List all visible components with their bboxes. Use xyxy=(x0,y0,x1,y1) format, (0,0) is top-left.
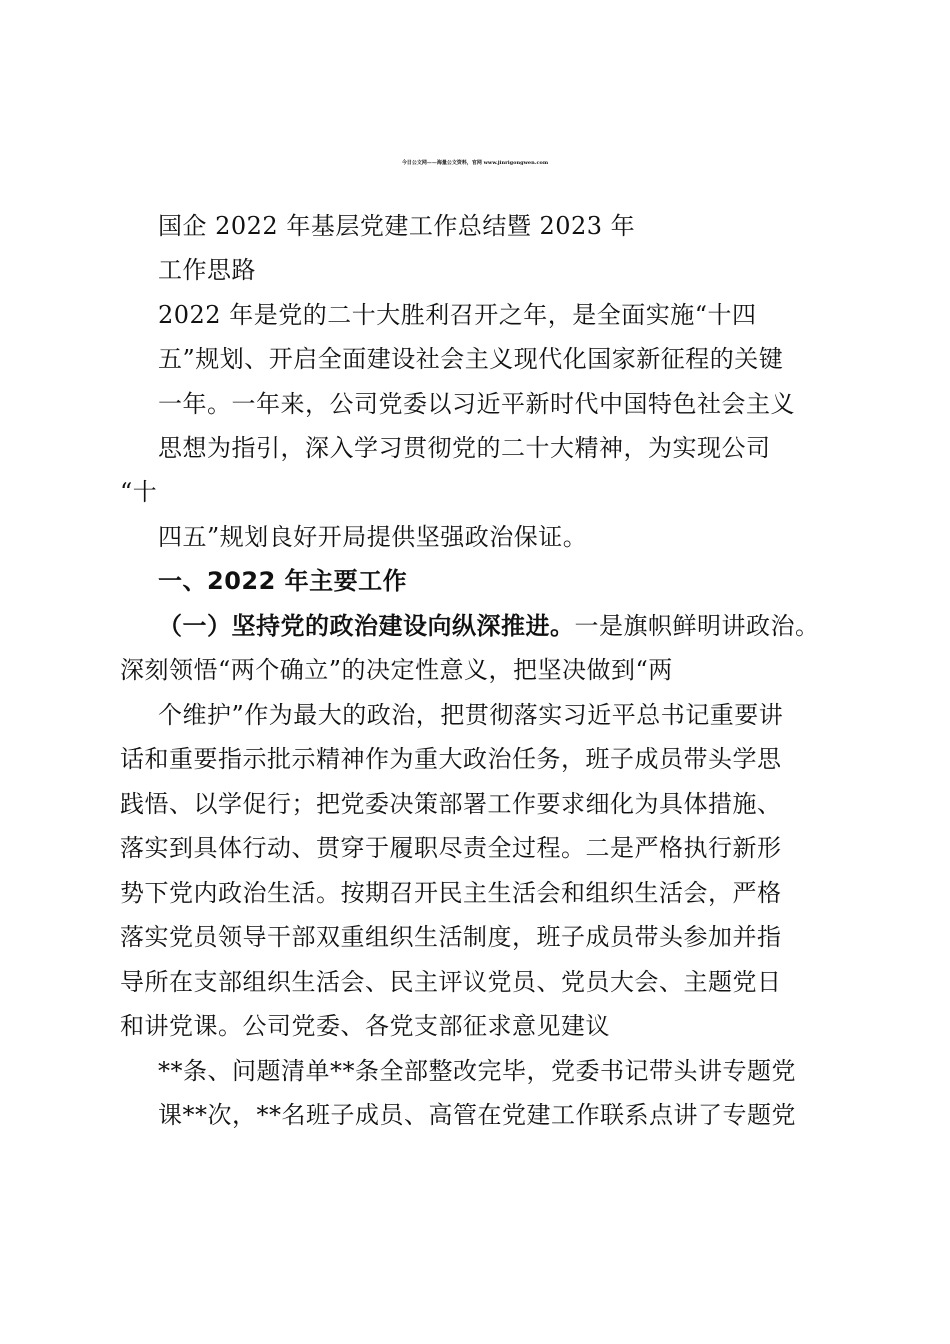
intro-line-1: 2022 年是党的二十大胜利召开之年，是全面实施“十四 xyxy=(158,301,757,329)
body-line-7: 落实党员领导干部双重组织生活制度，班子成员带头参加并指 xyxy=(120,923,782,951)
subsection-line xyxy=(158,608,820,644)
intro-line-6: 四五”规划良好开局提供坚强政治保证。 xyxy=(158,523,588,551)
body-line-1: 深刻领悟“两个确立”的决定性意义，把坚决做到“两 xyxy=(120,656,673,684)
body-line-3: 话和重要指示批示精神作为重大政治任务，班子成员带头学思 xyxy=(120,745,782,773)
intro-line-3: 一年。一年来，公司党委以习近平新时代中国特色社会主义 xyxy=(158,390,795,418)
document-title-line-1: 国企 2022 年基层党建工作总结暨 2023 年 xyxy=(158,212,636,240)
body-line-4: 践悟、以学促行；把党委决策部署工作要求细化为具体措施、 xyxy=(120,790,782,818)
body-line-5: 落实到具体行动、贯穿于履职尽责全过程。二是严格执行新形 xyxy=(120,834,782,862)
section-heading: 一、2022 年主要工作 xyxy=(158,567,408,595)
body-line-11: 课**次，**名班子成员、高管在党建工作联系点讲了专题党 xyxy=(158,1101,796,1129)
body-line-8: 导所在支部组织生活会、民主评议党员、党员大会、主题党日 xyxy=(120,968,782,996)
body-line-2: 个维护”作为最大的政治，把贯彻落实习近平总书记重要讲 xyxy=(158,701,784,729)
intro-line-2: 五”规划、开启全面建设社会主义现代化国家新征程的关键 xyxy=(158,345,784,373)
intro-line-5: “十 xyxy=(120,478,158,506)
document-title-line-2: 工作思路 xyxy=(158,256,256,284)
subsection-line-rest: 一是旗帜鲜明讲政治。 xyxy=(574,612,820,640)
subsection-heading: （一）坚持党的政治建设向纵深推进。 xyxy=(158,611,575,640)
body-line-9: 和讲党课。公司党委、各党支部征求意见建议 xyxy=(120,1012,610,1040)
body-line-10: **条、问题清单**条全部整改完毕，党委书记带头讲专题党 xyxy=(158,1057,796,1085)
site-banner: 今日公文网——海量公文资料，官网 www.jinrigongwen.com xyxy=(401,160,549,166)
intro-line-4: 思想为指引，深入学习贯彻党的二十大精神，为实现公司 xyxy=(158,434,771,462)
body-line-6: 势下党内政治生活。按期召开民主生活会和组织生活会，严格 xyxy=(120,879,782,907)
